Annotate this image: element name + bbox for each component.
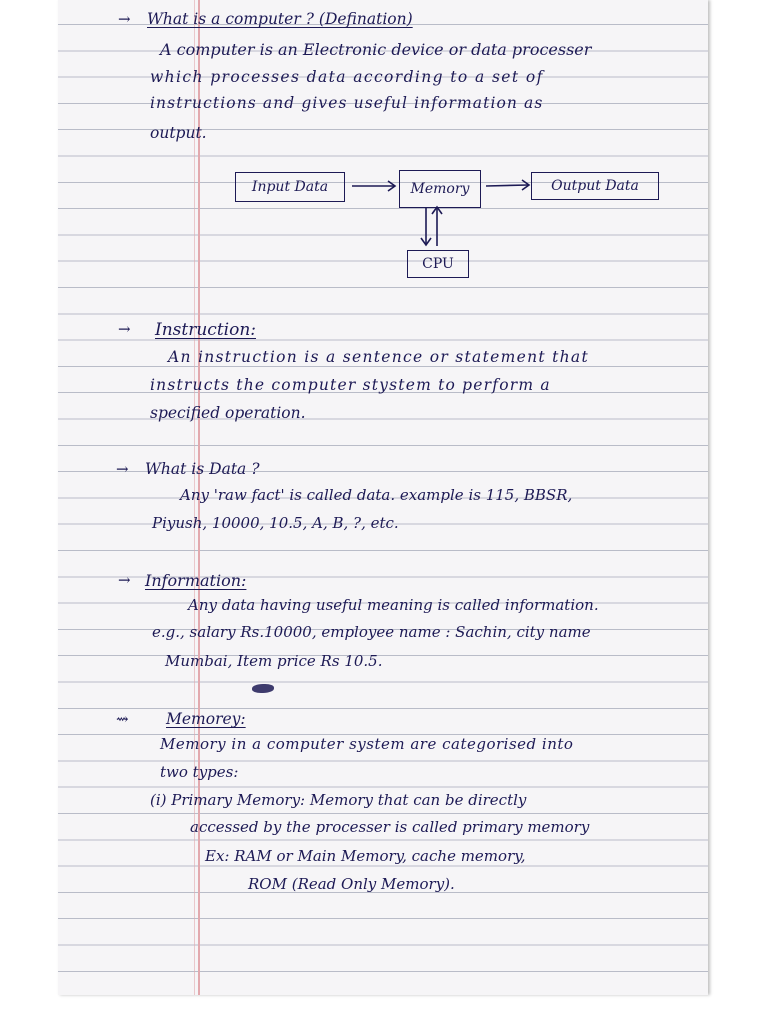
arrow-bullet-icon: → [118,571,131,589]
section5-heading: Memorey: [166,710,246,728]
input-data-box: Input Data [235,172,345,202]
section5-line: Ex: RAM or Main Memory, cache memory, [205,847,526,865]
section3-line: Piyush, 10000, 10.5, A, B, ?, etc. [152,514,399,532]
output-data-box: Output Data [531,172,659,200]
section2-line: instructs the computer stystem to perform a [150,376,551,394]
section5-line: two types: [160,763,239,781]
arrow-bullet-icon: → [118,10,131,28]
section1-heading: What is a computer ? (Defination) [147,10,413,28]
section1-line: which processes data according to a set of [150,68,544,86]
section5-line: accessed by the processer is called primary memory [190,818,590,836]
section3-heading: What is Data ? [145,460,260,478]
section2-line: An instruction is a sentence or statement that [168,348,589,366]
section2-line: specified operation. [150,404,306,422]
cpu-box: CPU [407,250,469,278]
section4-heading: Information: [145,571,247,590]
section4-line: e.g., salary Rs.10000, employee name : Sachin, city name [152,623,591,641]
double-arrow-bullet-icon: ⇝ [116,710,129,728]
section4-line: Any data having useful meaning is called information. [188,596,599,614]
section5-line: (i) Primary Memory: Memory that can be directly [150,791,527,809]
memory-box: Memory [399,170,481,208]
section3-line: Any 'raw fact' is called data. example is 115, BBSR, [180,486,573,504]
section5-line: ROM (Read Only Memory). [248,875,455,893]
section1-line: A computer is an Electronic device or data processer [160,40,592,59]
section4-line: Mumbai, Item price Rs 10.5. [165,652,383,670]
section5-line: Memory in a computer system are categorised into [160,735,574,753]
section2-heading: Instruction: [155,320,256,340]
arrow-bullet-icon: → [116,460,129,478]
ink-smudge [252,684,274,693]
section1-line: output. [150,124,207,142]
arrow-bullet-icon: → [118,320,131,338]
section1-line: instructions and gives useful information as [150,94,544,112]
